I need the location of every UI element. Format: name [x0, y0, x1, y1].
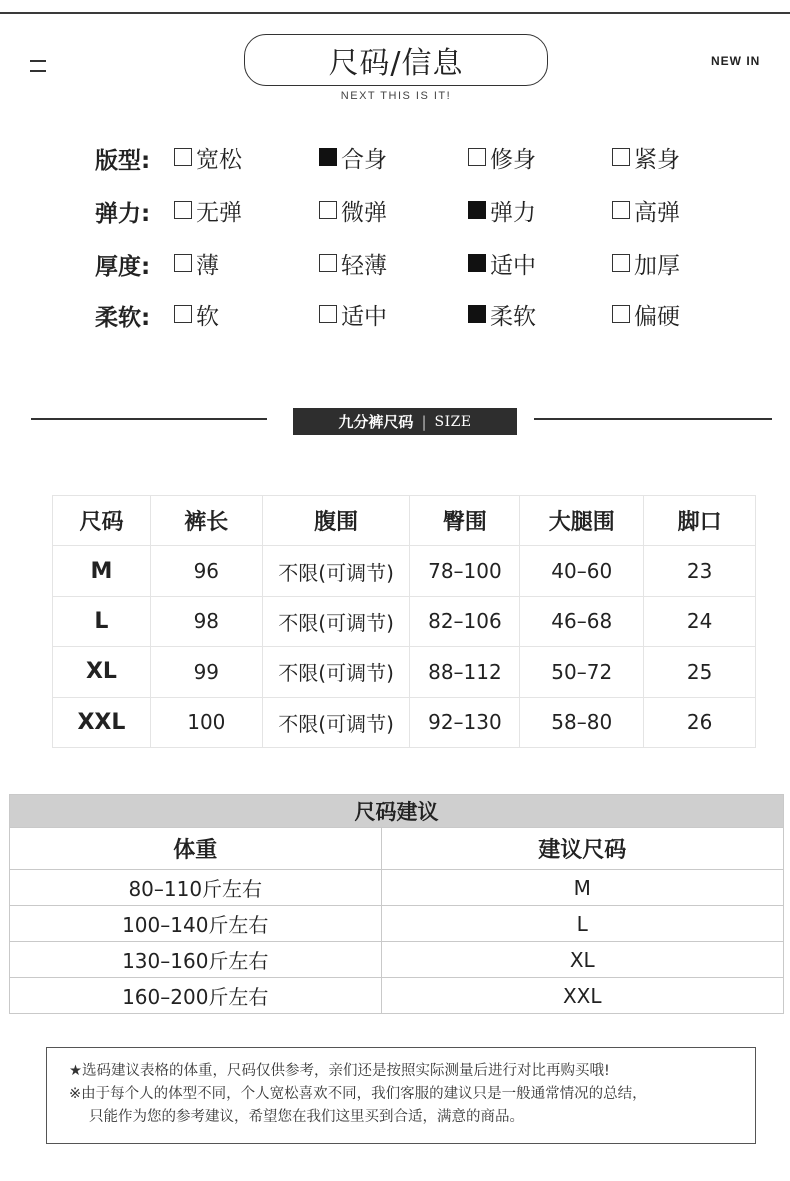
attribute-row: [95, 299, 775, 329]
unchecked-box-icon: [319, 201, 337, 219]
table-cell: 46–68: [520, 596, 644, 646]
table-cell: 88–112: [410, 647, 520, 697]
table-cell: 99: [150, 647, 262, 697]
size-recommendation-table: [9, 794, 784, 1014]
checked-box-icon: [468, 254, 486, 272]
top-divider: [0, 12, 790, 14]
table-cell: 82–106: [410, 596, 520, 646]
table-cell: 不限(可调节): [262, 596, 410, 646]
table-cell: 不限(可调节): [262, 697, 410, 747]
size-section-separator: |: [421, 412, 427, 431]
attribute-option: [468, 248, 536, 278]
note-line: ※由于每个人的体型不同，个人宽松喜欢不同，我们客服的建议只是一般通常情况的总结，: [69, 1086, 647, 1102]
table-cell: 23: [644, 546, 756, 596]
checked-box-icon: [468, 201, 486, 219]
attribute-row: [95, 195, 775, 225]
table-row: [10, 870, 784, 906]
attribute-option-text: 偏硬: [634, 303, 680, 330]
page-subtitle: NEXT THIS IS IT!: [340, 90, 452, 102]
attribute-option-text: 紧身: [634, 146, 680, 173]
recommend-header: [10, 828, 784, 870]
section-divider-right: [534, 418, 772, 420]
attribute-option-text: 高弹: [634, 199, 680, 226]
attribute-option-text: 柔软: [490, 303, 536, 330]
table-cell: 不限(可调节): [262, 647, 410, 697]
attribute-option-text: 无弹: [196, 199, 242, 226]
attribute-option: [174, 195, 242, 225]
column-header: 腹围: [262, 496, 410, 546]
unchecked-box-icon: [174, 254, 192, 272]
table-cell: 26: [644, 697, 756, 747]
attribute-option-text: 微弹: [341, 199, 387, 226]
note-line: 只能作为您的参考建议，希望您在我们这里买到合适，满意的商品。: [89, 1109, 524, 1125]
attribute-option-text: 适中: [341, 303, 387, 330]
table-cell: 24: [644, 596, 756, 646]
table-cell: XXL: [53, 697, 151, 747]
attribute-option: [174, 248, 219, 278]
attribute-option: [612, 248, 680, 278]
table-cell: XL: [53, 647, 151, 697]
recommend-title-row: [10, 795, 784, 828]
table-cell: 100: [150, 697, 262, 747]
menu-icon[interactable]: [30, 58, 46, 72]
table-row: [53, 596, 756, 646]
attribute-option: [319, 195, 387, 225]
attribute-option: [319, 299, 387, 329]
attribute-option: [319, 248, 387, 278]
unchecked-box-icon: [468, 148, 486, 166]
attribute-option: [612, 142, 680, 172]
table-cell: L: [381, 906, 783, 942]
table-cell: 96: [150, 546, 262, 596]
table-cell: XL: [381, 942, 783, 978]
table-cell: 78–100: [410, 546, 520, 596]
note-line: ★选码建议表格的体重，尺码仅供参考，亲们还是按照实际测量后进行对比再购买哦!: [69, 1063, 610, 1079]
section-divider-left: [31, 418, 267, 420]
unchecked-box-icon: [319, 254, 337, 272]
table-cell: 58–80: [520, 697, 644, 747]
table-cell: M: [53, 546, 151, 596]
attribute-option-text: 薄: [196, 252, 219, 279]
attribute-option: [468, 142, 536, 172]
table-cell: 100–140斤左右: [10, 906, 382, 942]
table-cell: 160–200斤左右: [10, 978, 382, 1014]
attribute-option-text: 弹力: [490, 199, 536, 226]
column-header: 裤长: [150, 496, 262, 546]
attribute-option: [468, 195, 536, 225]
recommend-title: 尺码建议: [10, 795, 784, 828]
attribute-option: [319, 142, 387, 172]
attribute-label: 弹力:: [95, 201, 151, 227]
attribute-option: [612, 195, 680, 225]
column-header: 建议尺码: [381, 828, 783, 870]
column-header: 体重: [10, 828, 382, 870]
table-row: [53, 647, 756, 697]
table-row: [10, 906, 784, 942]
table-cell: M: [381, 870, 783, 906]
attribute-row: [95, 142, 775, 172]
checked-box-icon: [319, 148, 337, 166]
column-header: 脚口: [644, 496, 756, 546]
unchecked-box-icon: [174, 305, 192, 323]
table-row: [10, 942, 784, 978]
attribute-option-text: 轻薄: [341, 252, 387, 279]
size-table: [52, 495, 756, 748]
table-cell: 92–130: [410, 697, 520, 747]
unchecked-box-icon: [612, 148, 630, 166]
size-table-header: [53, 496, 756, 546]
attribute-label: 厚度:: [95, 254, 151, 280]
size-section-title: 九分裤尺码: [338, 413, 414, 431]
new-in-label: NEW IN: [711, 54, 761, 68]
table-cell: XXL: [381, 978, 783, 1014]
attribute-option: [468, 299, 536, 329]
table-row: [10, 978, 784, 1014]
column-header: 尺码: [53, 496, 151, 546]
table-cell: 98: [150, 596, 262, 646]
attribute-option-text: 修身: [490, 146, 536, 173]
attribute-option: [174, 142, 242, 172]
unchecked-box-icon: [612, 305, 630, 323]
checked-box-icon: [468, 305, 486, 323]
table-cell: 不限(可调节): [262, 546, 410, 596]
unchecked-box-icon: [319, 305, 337, 323]
unchecked-box-icon: [174, 201, 192, 219]
table-cell: 50–72: [520, 647, 644, 697]
notes-box: [46, 1047, 756, 1144]
table-row: [53, 697, 756, 747]
attribute-option-text: 宽松: [196, 146, 242, 173]
attribute-option-text: 合身: [341, 146, 387, 173]
attribute-option-text: 软: [196, 303, 219, 330]
table-cell: 130–160斤左右: [10, 942, 382, 978]
attribute-label: 版型:: [95, 148, 151, 174]
size-section-en: SIZE: [434, 413, 472, 430]
table-row: [53, 546, 756, 596]
table-cell: 40–60: [520, 546, 644, 596]
attribute-label: 柔软:: [95, 305, 151, 331]
unchecked-box-icon: [174, 148, 192, 166]
attribute-option: [174, 299, 219, 329]
attribute-option-text: 加厚: [634, 252, 680, 279]
attribute-option-text: 适中: [490, 252, 536, 279]
unchecked-box-icon: [612, 254, 630, 272]
size-section-banner: [293, 408, 517, 435]
column-header: 臀围: [410, 496, 520, 546]
table-cell: 80–110斤左右: [10, 870, 382, 906]
table-cell: 25: [644, 647, 756, 697]
attribute-option: [612, 299, 680, 329]
table-cell: L: [53, 596, 151, 646]
column-header: 大腿围: [520, 496, 644, 546]
attribute-row: [95, 248, 775, 278]
unchecked-box-icon: [612, 201, 630, 219]
page-title: 尺码/信息: [244, 34, 548, 86]
